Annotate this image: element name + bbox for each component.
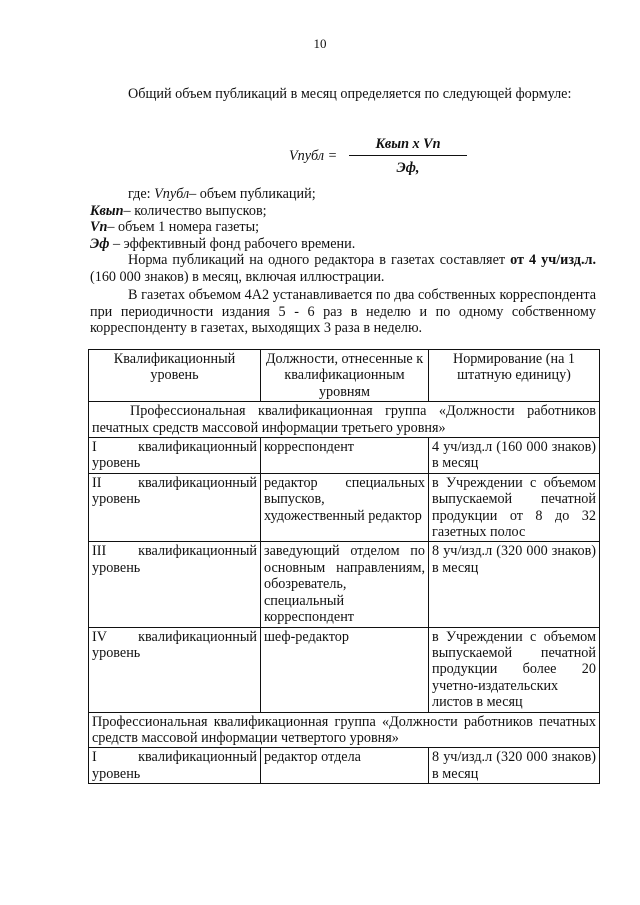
group-row-fourth-level [89, 712, 600, 748]
page-number: 10 [313, 36, 327, 51]
group-title: Профессиональная квалификационная группа «Должности работников печатных средств массовой информации третьего уровня» [89, 402, 600, 438]
group-row-third-level [89, 402, 600, 438]
norm-paragraph: Норма публикаций на одного редактора в газетах составляет от 4 уч/изд.л. (160 000 знаков) в месяц, включая иллюстрации. [90, 252, 597, 285]
level-cell: IV квалификационный уровень [89, 627, 261, 712]
header-positions: Должности, отнесенные к квалификационным уровням [261, 350, 429, 402]
definition-v-publ: где: Vпубл– объем публикаций; [128, 186, 316, 202]
positions-cell: заведующий отделом по основным направлениям, обозреватель, специальный корреспондент [261, 542, 429, 627]
norm-cell: 4 уч/изд.л (160 000 знаков) в месяц [429, 438, 600, 474]
level-cell: I квалификационный уровень [89, 438, 261, 474]
formula-numerator: Kвып x Vп [375, 136, 441, 152]
header-level: Квалификационный уровень [89, 350, 261, 402]
level-cell: III квалификационный уровень [89, 542, 261, 627]
intro-paragraph: Общий объем публикаций в месяц определяется по следующей формуле: [128, 86, 572, 102]
norm-cell: 8 уч/изд.л (320 000 знаков) в месяц [429, 542, 600, 627]
norm-cell: 8 уч/изд.л (320 000 знаков) в месяц [429, 748, 600, 784]
formula-definitions [90, 186, 596, 252]
header-norm: Нормирование (на 1 штатную единицу) [429, 350, 600, 402]
formula-fraction-line [349, 155, 467, 156]
norm-cell: в Учреждении с объемом выпускаемой печатной продукции более 20 учетно-издательских листов в месяц [429, 627, 600, 712]
positions-cell: редактор специальных выпусков, художественный редактор [261, 473, 429, 542]
table-header-row [89, 350, 600, 402]
formula-left-side: Vпубл = [289, 148, 338, 164]
positions-cell: шеф-редактор [261, 627, 429, 712]
table-row [89, 542, 600, 627]
table-row [89, 748, 600, 784]
definition-ef: Эф – эффективный фонд рабочего времени. [90, 235, 356, 252]
positions-cell: корреспондент [261, 438, 429, 474]
definition-k-vyp: Kвып– количество выпусков; [90, 202, 267, 219]
qualification-table [88, 349, 600, 784]
correspondents-paragraph: В газетах объемом 4А2 устанавливается по два собственных корреспондента при периодичности издания 5 - 6 раз в неделю и по одному собственному корреспонденту в газетах, выходящих 3 раза в неделю. [90, 287, 596, 337]
positions-cell: редактор отдела [261, 748, 429, 784]
definition-v-p: Vп– объем 1 номера газеты; [90, 219, 260, 236]
group-title: Профессиональная квалификационная группа «Должности работников печатных средств массовой информации четвертого уровня» [89, 712, 600, 748]
level-cell: I квалификационный уровень [89, 748, 261, 784]
table-row [89, 438, 600, 474]
formula-denominator: Эф, [396, 160, 420, 176]
level-cell: II квалификационный уровень [89, 473, 261, 542]
publication-volume-formula [289, 136, 479, 176]
table-row [89, 473, 600, 542]
table-row [89, 627, 600, 712]
norm-cell: в Учреждении с объемом выпускаемой печатной продукции от 8 до 32 газетных полос [429, 473, 600, 542]
